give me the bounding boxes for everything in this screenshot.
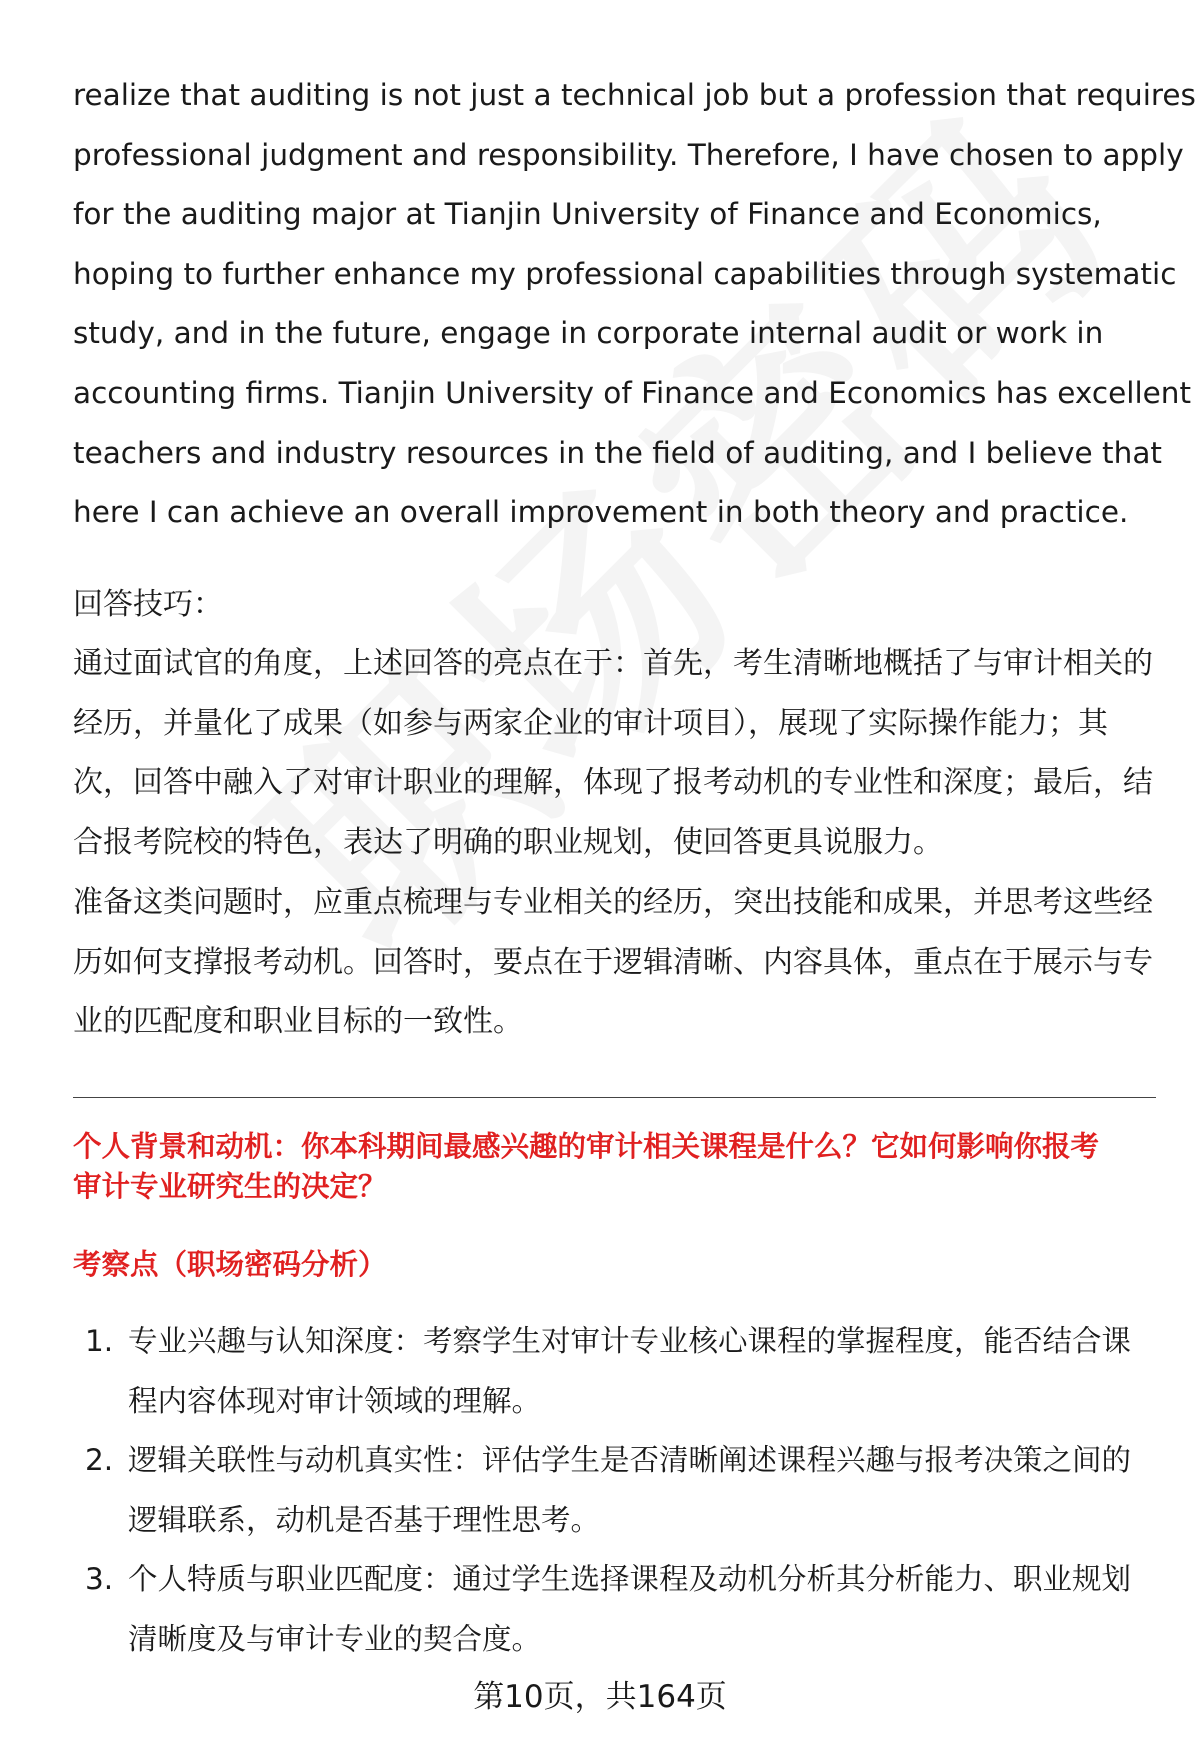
english-answer-line: here I can achieve an overall improvement in both theory and practice. <box>73 495 1129 530</box>
tips-paragraph <box>73 634 1163 872</box>
analysis-point <box>73 1431 1163 1550</box>
tips-line: 次，回答中融入了对审计职业的理解，体现了报考动机的专业性和深度；最后，结 <box>73 765 1153 801</box>
point-number: 2. <box>85 1443 114 1478</box>
preparation-line: 准备这类问题时，应重点梳理与专业相关的经历，突出技能和成果，并思考这些经 <box>73 885 1153 920</box>
point-number: 3. <box>85 1562 114 1597</box>
english-answer-line: study, and in the future, engage in corporate internal audit or work in <box>73 316 1104 351</box>
english-answer-paragraph <box>73 66 1196 543</box>
point-line: 清晰度及与审计专业的契合度。 <box>128 1621 542 1656</box>
section-divider <box>73 1097 1156 1098</box>
english-answer-line: for the auditing major at Tianjin University of Finance and Economics, <box>73 197 1102 232</box>
tips-line: 合报考院校的特色，表达了明确的职业规划，使回答更具说服力。 <box>73 824 943 860</box>
tips-line: 经历，并量化了成果（如参与两家企业的审计项目），展现了实际操作能力；其 <box>73 705 1108 741</box>
tips-line: 通过面试官的角度，上述回答的亮点在于：首先，考生清晰地概括了与审计相关的 <box>73 646 1153 681</box>
analysis-points-list <box>73 1312 1163 1670</box>
english-answer-line: professional judgment and responsibility. Therefore, I have chosen to apply <box>73 137 1184 172</box>
point-line: 逻辑联系，动机是否基于理性思考。 <box>128 1502 601 1537</box>
analysis-point <box>73 1550 1163 1669</box>
english-answer-line: teachers and industry resources in the field of auditing, and I believe that <box>73 435 1162 470</box>
question-line: 审计专业研究生的决定？ <box>73 1170 387 1203</box>
english-answer-line: hoping to further enhance my professional capabilities through systematic <box>73 256 1177 291</box>
preparation-line: 业的匹配度和职业目标的一致性。 <box>73 1004 523 1040</box>
point-number: 1. <box>85 1324 114 1358</box>
preparation-paragraph <box>73 873 1163 1052</box>
point-line: 程内容体现对审计领域的理解。 <box>128 1383 542 1418</box>
analysis-title: 考察点（职场密码分析） <box>73 1248 387 1281</box>
point-line: 专业兴趣与认知深度：考察学生对审计专业核心课程的掌握程度，能否结合课 <box>128 1324 1132 1358</box>
tips-label: 回答技巧： <box>73 587 223 622</box>
preparation-line: 历如何支撑报考动机。回答时，要点在于逻辑清晰、内容具体，重点在于展示与专 <box>73 944 1153 980</box>
point-line: 逻辑关联性与动机真实性：评估学生是否清晰阐述课程兴趣与报考决策之间的 <box>128 1443 1132 1478</box>
english-answer-line: realize that auditing is not just a technical job but a profession that requires <box>73 78 1196 112</box>
question-heading <box>73 1127 1163 1207</box>
point-line: 个人特质与职业匹配度：通过学生选择课程及动机分析其分析能力、职业规划 <box>128 1562 1132 1597</box>
question-line: 个人背景和动机：你本科期间最感兴趣的审计相关课程是什么？它如何影响你报考 <box>73 1130 1100 1163</box>
english-answer-line: accounting firms. Tianjin University of Finance and Economics has excellent <box>73 375 1192 410</box>
page-number-footer: 第10页，共164页 <box>473 1679 727 1715</box>
analysis-point <box>73 1312 1163 1431</box>
